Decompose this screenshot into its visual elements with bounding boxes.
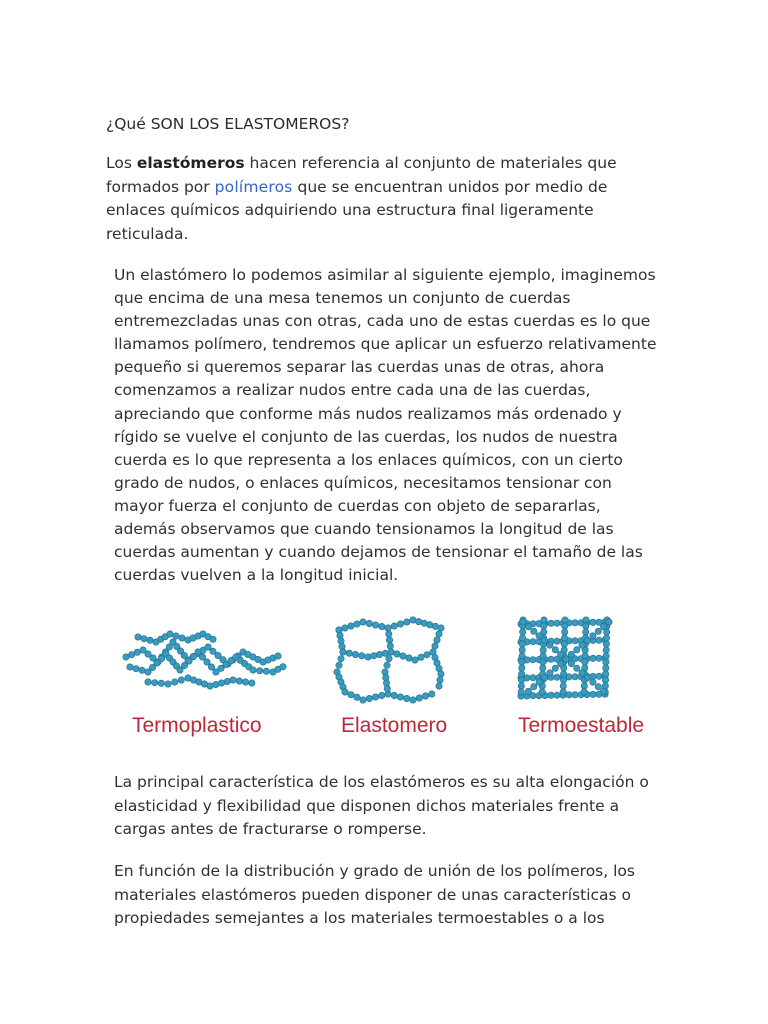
intro-text-start: Los (106, 154, 137, 172)
elastomeros-bold-term: elastómeros (136, 154, 245, 172)
analogy-paragraph: Un elastómero lo podemos asimilar al siguiente ejemplo, imaginemos que encima de una mesa tenemos un conjunto de cuerdas entremezcladas unas con otras, cada uno de estas cuerdas es lo que llamamos polímero, tendremos que aplicar un esfuerzo relativamente pequeño si queremos separar las cuerdas unas de otras, ahora comenzamos a realizar nudos entre cada una de las cuerdas, apreciando que conforme más nudos realizamos más ordenado y rígido se vuelve el conjunto de las cuerdas, los nudos de nuestra cuerda es lo que representa a los enlaces químicos, con un cierto grado de nudos, o enlaces químicos, necesitamos tensionar con mayor fuerza el conjunto de cuerdas con objeto de separarlas, además observamos que cuando tensionamos la longitud de las cuerdas aumentan y cuando dejamos de tensionar el tamaño de las cuerdas vuelven a la longitud inicial. (114, 266, 657, 585)
intro-paragraph (106, 152, 646, 246)
page-title: ¿Qué SON LOS ELASTOMEROS? (106, 115, 350, 133)
termoestable-label: Termoestable (518, 714, 645, 737)
elastomero-label: Elastomero (341, 714, 448, 737)
intro-text-end: que se encuentran unidos por medio de enlaces químicos adquiriendo una estructura final ligeramente reticulada. (106, 177, 608, 243)
elastomero-diagram (333, 612, 448, 707)
termoplastico-label: Termoplastico (132, 714, 262, 737)
characteristic-paragraph: La principal característica de los elastómeros es su alta elongación o elasticidad y flexibilidad que disponen dichos materiales frente a cargas antes de fracturarse o romperse. (114, 773, 649, 838)
distribution-paragraph: En función de la distribución y grado de unión de los polímeros, los materiales elastómeros pueden disponer de unas características o propiedades semejantes a los materiales termoestables o a los (114, 862, 635, 927)
termoplastico-diagram (118, 612, 293, 707)
intro-text-middle: hacen referencia al conjunto de materiales que formados por (106, 154, 617, 196)
polimeros-link[interactable]: polímeros (214, 177, 293, 196)
polymer-structures-figure (118, 612, 658, 747)
termoestable-diagram (513, 612, 618, 707)
